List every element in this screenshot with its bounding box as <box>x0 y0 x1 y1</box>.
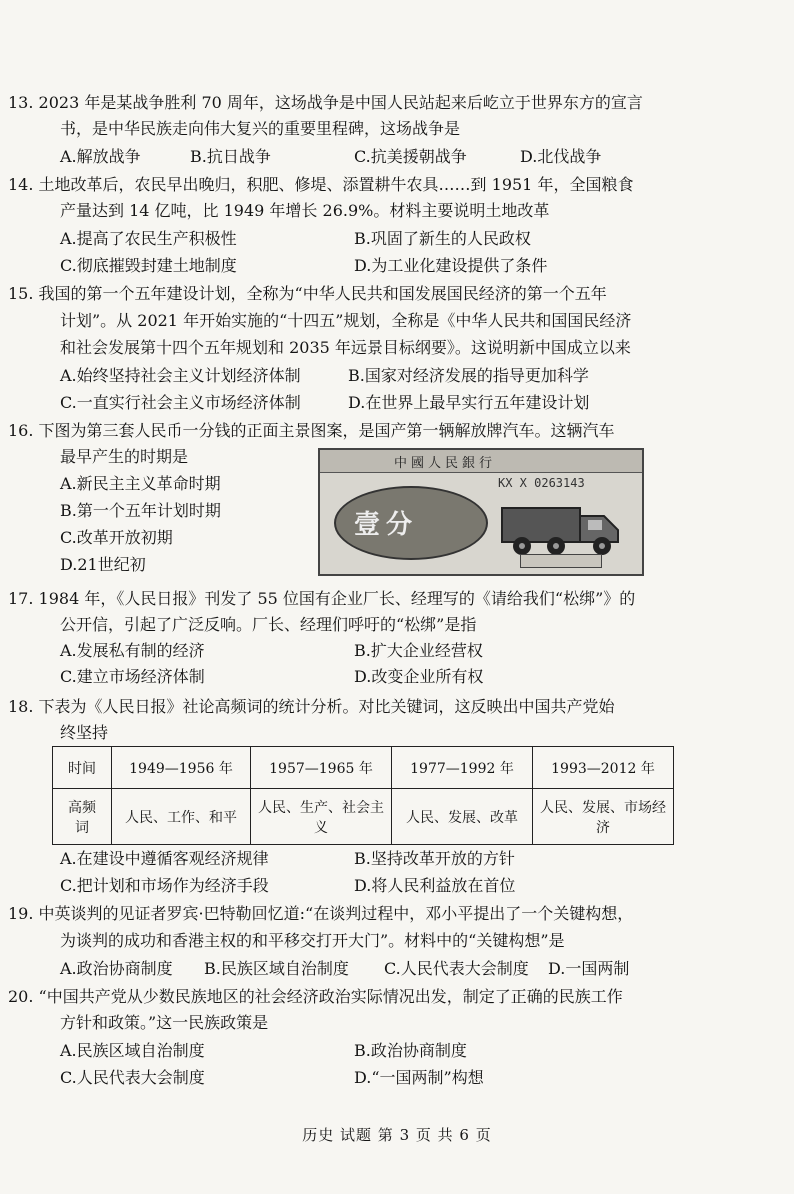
banknote-year-band <box>520 554 602 568</box>
table-period-2: 1957—1965 年 <box>251 747 392 789</box>
q20-option-c: C.人民代表大会制度 <box>60 1068 205 1087</box>
q20-option-d: D.“一国两制”构想 <box>354 1068 484 1087</box>
q13-option-a: A.解放战争 <box>60 147 141 166</box>
q17-option-b: B.扩大企业经营权 <box>354 641 483 660</box>
keyword-table <box>52 746 674 845</box>
q18-option-d: D.将人民利益放在首位 <box>354 876 516 895</box>
table-words-3: 人民、发展、改革 <box>392 789 533 845</box>
q17-option-d: D.改变企业所有权 <box>354 667 484 686</box>
question-19-line-1: 19. 中英谈判的见证者罗宾·巴特勒回忆道:“在谈判过程中，邓小平提出了一个关键构想， <box>8 904 634 923</box>
question-20-line-2: 方针和政策。”这一民族政策是 <box>60 1013 269 1032</box>
q15-option-b: B.国家对经济发展的指导更加科学 <box>348 366 589 385</box>
question-14-line-2: 产量达到 14 亿吨，比 1949 年增长 26.9%。材料主要说明土地改革 <box>60 201 550 220</box>
question-13-line-1: 13. 2023 年是某战争胜利 70 周年，这场战争是中国人民站起来后屹立于世界东方的宣言 <box>8 93 643 112</box>
q19-option-d: D.一国两制 <box>548 959 630 978</box>
question-16-line-2: 最早产生的时期是 <box>60 447 189 466</box>
q13-option-c: C.抗美援朝战争 <box>354 147 467 166</box>
q14-option-b: B.巩固了新生的人民政权 <box>354 229 531 248</box>
question-15-line-3: 和社会发展第十四个五年规划和 2035 年远景目标纲要》。这说明新中国成立以来 <box>60 338 631 357</box>
q19-option-b: B.民族区域自治制度 <box>204 959 349 978</box>
question-18-line-2: 终坚持 <box>60 723 109 742</box>
q15-option-c: C.一直实行社会主义市场经济体制 <box>60 393 301 412</box>
q16-option-d: D.21世纪初 <box>60 555 146 574</box>
q20-option-b: B.政治协商制度 <box>354 1041 467 1060</box>
q13-option-d: D.北伐战争 <box>520 147 602 166</box>
banknote-image <box>318 448 644 576</box>
q18-option-c: C.把计划和市场作为经济手段 <box>60 876 269 895</box>
table-header-label: 时间 <box>53 747 112 789</box>
q16-option-b: B.第一个五年计划时期 <box>60 501 221 520</box>
q17-option-c: C.建立市场经济体制 <box>60 667 205 686</box>
question-17-line-1: 17. 1984 年，《人民日报》刊发了 55 位国有企业厂长、经理写的《请给我们“松绑”》的 <box>8 589 636 608</box>
q14-option-a: A.提高了农民生产积极性 <box>60 229 237 248</box>
q19-option-a: A.政治协商制度 <box>60 959 173 978</box>
truck-icon <box>496 494 636 560</box>
banknote-serial: KX X 0263143 <box>498 476 585 490</box>
q19-option-c: C.人民代表大会制度 <box>384 959 529 978</box>
table-row-label: 高频词 <box>53 789 112 845</box>
q13-option-b: B.抗日战争 <box>190 147 271 166</box>
table-words-2: 人民、生产、社会主义 <box>251 789 392 845</box>
table-row <box>53 747 674 789</box>
page-footer: 历史 试题 第 3 页 共 6 页 <box>302 1126 492 1144</box>
q16-option-c: C.改革开放初期 <box>60 528 173 547</box>
q18-option-b: B.坚持改革开放的方针 <box>354 849 515 868</box>
q14-option-d: D.为工业化建设提供了条件 <box>354 256 548 275</box>
q14-option-c: C.彻底摧毁封建土地制度 <box>60 256 237 275</box>
question-20-line-1: 20. “中国共产党从少数民族地区的社会经济政治实际情况出发，制定了正确的民族工作 <box>8 987 623 1006</box>
q18-option-a: A.在建设中遵循客观经济规律 <box>60 849 269 868</box>
question-15-line-1: 15. 我国的第一个五年建设计划，全称为“中华人民共和国发展国民经济的第一个五年 <box>8 284 607 303</box>
table-period-1: 1949—1956 年 <box>112 747 251 789</box>
question-15-line-2: 计划”。从 2021 年开始实施的“十四五”规划，全称是《中华人民共和国国民经济 <box>60 311 632 330</box>
table-words-1: 人民、工作、和平 <box>112 789 251 845</box>
banknote-bank-name: 中國人民銀行 <box>394 456 497 471</box>
table-period-4: 1993—2012 年 <box>533 747 674 789</box>
question-19-line-2: 为谈判的成功和香港主权的和平移交打开大门”。材料中的“关键构想”是 <box>60 931 565 950</box>
table-words-4: 人民、发展、市场经济 <box>533 789 674 845</box>
question-14-line-1: 14. 土地改革后，农民早出晚归，积肥、修堤、添置耕牛农具……到 1951 年，全国粮食 <box>8 175 634 194</box>
q15-option-d: D.在世界上最早实行五年建设计划 <box>348 393 590 412</box>
question-16-line-1: 16. 下图为第三套人民币一分钱的正面主景图案，是国产第一辆解放牌汽车。这辆汽车 <box>8 421 615 440</box>
q16-option-a: A.新民主主义革命时期 <box>60 474 221 493</box>
table-row <box>53 789 674 845</box>
q20-option-a: A.民族区域自治制度 <box>60 1041 205 1060</box>
q17-option-a: A.发展私有制的经济 <box>60 641 205 660</box>
banknote-value: 壹分 <box>354 510 419 540</box>
question-13-line-2: 书，是中华民族走向伟大复兴的重要里程碑，这场战争是 <box>60 119 461 138</box>
question-17-line-2: 公开信，引起了广泛反响。厂长、经理们呼吁的“松绑”是指 <box>60 615 477 634</box>
question-18-line-1: 18. 下表为《人民日报》社论高频词的统计分析。对比关键词，这反映出中国共产党始 <box>8 697 615 716</box>
q15-option-a: A.始终坚持社会主义计划经济体制 <box>60 366 301 385</box>
table-period-3: 1977—1992 年 <box>392 747 533 789</box>
banknote-header-band <box>320 450 642 473</box>
